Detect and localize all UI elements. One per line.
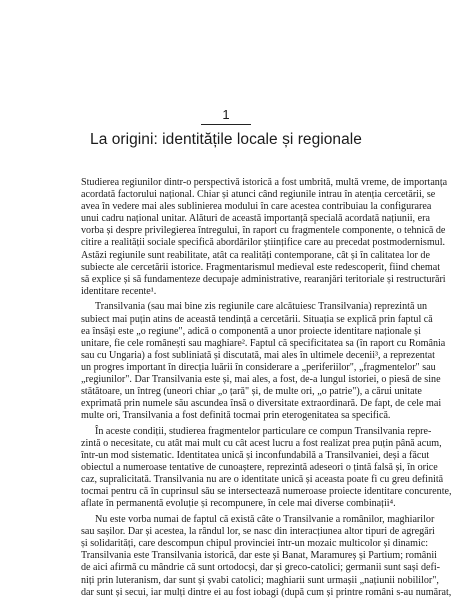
text-line: avea în vedere mai ales sublinierea modului în care acestea contribuiau la configurarea bbox=[81, 201, 432, 213]
chapter-title: La origini: identitățile locale și regionale bbox=[90, 131, 362, 148]
text-line: să explice și să fundamenteze decupaje administrative, rearanjări teritoriale și restructurări bbox=[81, 273, 446, 285]
text-line: Transilvania (sau mai bine zis regiunile care alcătuiesc Transilvania) reprezintă un bbox=[95, 301, 428, 313]
text-line: tocmai pentru că în cuprinsul său se intersectează numeroase proiecte identitare concurente, bbox=[81, 486, 452, 498]
text-line: dar sunt și secui, iar mulți dintre ei au fost iobagi (după cum și printre români s-au numărat, bbox=[81, 586, 452, 598]
text-line: În aceste condiții, studierea fragmentelor particulare ce compun Transilvania repre- bbox=[95, 425, 432, 437]
text-line: multe ori, Transilvania a fost definită tocmai prin eterogenitatea sa specifică. bbox=[81, 410, 391, 422]
body-text bbox=[81, 177, 452, 602]
paragraph bbox=[81, 177, 448, 298]
text-line: aflate în permanentă evoluție și recompunere, în cele mai diverse combinații⁴. bbox=[81, 498, 396, 510]
chapter-number: 1 bbox=[222, 107, 230, 122]
text-line: sau sașilor. Dar și acestea, la rândul lor, se nasc din interacțiunea altor tipuri de agregări bbox=[81, 526, 435, 538]
text-line: acordată factorului național. Chiar și atunci când regiunile intrau în atenția cercetării, se bbox=[81, 189, 436, 201]
text-line: un progres important în direcția luării în considerare a „periferiilor", „fragmentelor" sau bbox=[81, 361, 436, 373]
text-line: Astăzi regiunile sunt reabilitate, atât ca realități contemporane, cât și în calitatea lor de bbox=[81, 249, 430, 261]
chapter-divider bbox=[201, 124, 251, 125]
text-line: într-un mod sistematic. Identitatea unică și inconfundabilă a Transilvaniei, deși a făcut bbox=[81, 450, 430, 462]
text-line: subiect mai puțin atins de această tendință a cercetării. Situația se explică prin faptul că bbox=[81, 313, 433, 325]
text-line: sau cu Ungaria) a fost subliniată și discutată, mai ales în ultimele decenii³, a reprezentat bbox=[81, 349, 435, 361]
text-line: ea însăși este „o regiune", adică o componentă a unor proiecte identitare naționale și bbox=[81, 325, 421, 337]
paragraph bbox=[81, 425, 452, 511]
text-line: identitare recente¹. bbox=[81, 285, 157, 297]
text-line: stătătoare, un întreg (uneori chiar „o țară" și, de multe ori, „o patrie"), a cărui unitate bbox=[81, 386, 422, 398]
text-line: unui cadru național unitar. Alături de această importanță specială acordată națiunii, era bbox=[81, 213, 430, 225]
text-line: „regiunilor". Dar Transilvania este și, mai ales, a fost, de-a lungul istoriei, o piesă de sine bbox=[81, 374, 441, 385]
text-line: obiectul a numeroase tentative de cunoaștere, reprezintă adeseori o țintă falsă și, în orice bbox=[81, 462, 438, 474]
text-line: de aici afirmă cu mândrie că sunt ortodocși, dar și greco-catolici; germanii sunt sași defi- bbox=[81, 562, 441, 574]
text-line: unitare, fie cele românești sau maghiare². Faptul că specificitatea sa (în raport cu România bbox=[81, 337, 446, 349]
text-line: vorba și despre privilegierea întregului, în raport cu fragmentele componente, o tehnică de bbox=[81, 225, 446, 237]
text-line: citire a realității sociale specifică abordărilor științifice care au precedat postmodernismul. bbox=[81, 237, 446, 249]
text-line: niți prin luteranism, dar sunt și șvabi catolici; maghiarii sunt urmașii „națiunii nobililor", bbox=[81, 574, 439, 586]
paragraph bbox=[81, 301, 446, 422]
text-line: exprimată prin numele său ascundea însă o diversitate extraordinară. De fapt, de cele mai bbox=[81, 398, 442, 410]
text-line: zintă o necesitate, cu atât mai mult cu cât acest lucru a fost realizat prea puțin până acum, bbox=[81, 437, 442, 449]
text-line: Nu este vorba numai de faptul că există câte o Transilvanie a românilor, maghiarilor bbox=[95, 514, 435, 526]
text-line: și solidarități, care descompun chipul provinciei într-un mozaic multicolor și dinamic: bbox=[81, 538, 429, 550]
paragraph bbox=[81, 514, 452, 599]
text-line: Transilvania este Transilvania istorică, dar este și Banat, Maramureș și Partium; românii bbox=[81, 550, 437, 562]
text-line: caz, supralicitată. Transilvania nu are o identitate unică și aceasta poate fi cu greu definită bbox=[81, 474, 444, 486]
text-line: Studierea regiunilor dintr-o perspectivă istorică a fost umbrită, multă vreme, de importanța bbox=[81, 177, 448, 188]
text-line: subiecte ale cercetării istorice. Fragmentarismul medieval este redescoperit, fiind chemat bbox=[81, 261, 441, 273]
